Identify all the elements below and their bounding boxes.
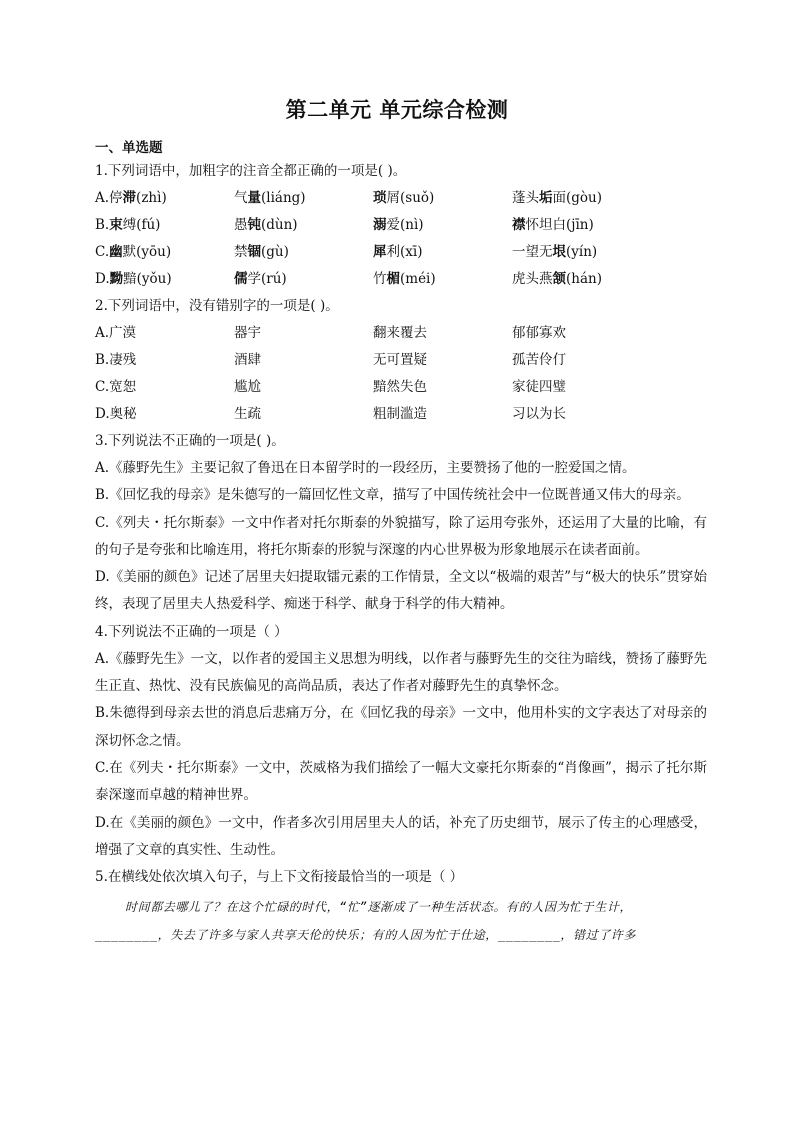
q1-option-cell — [373, 239, 512, 266]
q1-option-cell — [512, 185, 702, 212]
bold-character: 犀 — [373, 244, 387, 260]
bold-character: 颔 — [552, 271, 566, 287]
section-heading: 一、单选题 — [95, 140, 163, 156]
bold-character: 钝 — [247, 217, 261, 233]
q1-option-cell — [234, 185, 373, 212]
q2-option-cell: 黯然失色 — [373, 379, 427, 395]
word-suffix: 学(rú) — [247, 271, 287, 287]
bold-character: 楣 — [386, 271, 400, 287]
q2-option-cell: 生疏 — [234, 406, 261, 422]
q1-option-row — [95, 212, 707, 239]
bold-character: 黝 — [109, 271, 124, 287]
question-1-stem: 1.下列词语中，加粗字的注音全都正确的一项是( )。 — [95, 163, 407, 179]
q1-option-cell — [95, 212, 234, 239]
question-3-option-c: C.《列夫・托尔斯泰》一文中作者对托尔斯泰的外貌描写，除了运用夸张外，还运用了大量的比喻，有的句子是夸张和比喻连用，将托尔斯泰的形貌与深邃的内心世界极为形象地展示在读者面前。 — [95, 514, 707, 558]
q1-option-cell — [373, 212, 512, 239]
question-4-option-c: C.在《列夫・托尔斯泰》一文中，茨威格为我们描绘了一幅大文豪托尔斯泰的“肖像画”，揭示了托尔斯泰深邃而卓越的精神世界。 — [95, 759, 707, 804]
word-suffix: 屑(suǒ) — [386, 190, 435, 206]
bold-character: 儒 — [234, 271, 248, 287]
bold-character: 锢 — [247, 244, 261, 260]
q1-option-cell — [512, 239, 702, 266]
q1-option-cell — [234, 212, 373, 239]
question-2-options — [95, 320, 707, 428]
word-suffix: 怀坦白(jīn) — [525, 217, 594, 233]
q1-option-cell — [373, 266, 512, 293]
q1-option-row — [95, 266, 707, 293]
question-4-option-d: D.在《美丽的颜色》一文中，作者多次引用居里夫人的话，补充了历史细节，展示了传主的心理感受，增强了文章的真实性、生动性。 — [95, 814, 707, 858]
q2-option-row — [95, 320, 707, 347]
question-3-option-a: A.《藤野先生》主要记叙了鲁迅在日本留学时的一段经历，主要赞扬了他的一腔爱国之情。 — [95, 460, 636, 476]
q1-option-cell — [234, 239, 373, 266]
exam-content — [95, 138, 707, 949]
word-prefix: D. — [95, 271, 110, 287]
q2-option-cell: 无可置疑 — [373, 352, 427, 368]
word-suffix: 黯(yǒu) — [123, 271, 172, 287]
word-prefix: C. — [95, 244, 110, 260]
word-suffix: 爱(nì) — [386, 217, 424, 233]
bold-character: 滞 — [122, 190, 137, 206]
word-suffix: (liáng) — [261, 190, 306, 206]
bold-character: 襟 — [512, 217, 526, 233]
word-prefix: 气 — [234, 190, 248, 206]
question-3-stem: 3.下列说法不正确的一项是( )。 — [95, 433, 285, 449]
word-prefix: 禁 — [234, 244, 248, 260]
q2-option-row — [95, 347, 707, 374]
word-prefix: 愚 — [234, 217, 248, 233]
word-suffix: 默(yōu) — [122, 244, 172, 260]
word-suffix: 利(xī) — [386, 244, 423, 260]
question-1-options — [95, 185, 707, 293]
q2-option-cell: 酒肆 — [234, 352, 261, 368]
q2-option-cell: B.凄残 — [95, 352, 137, 368]
question-4-option-a: A.《藤野先生》一文，以作者的爱国主义思想为明线，以作者与藤野先生的交往为暗线，赞扬了藤野先生正直、热忱、没有民族偏见的高尚品质，表达了作者对藤野先生的真挚怀念。 — [95, 650, 707, 695]
q1-option-row — [95, 239, 707, 266]
word-prefix: 蓬头 — [512, 190, 539, 206]
q2-option-cell: 郁郁寡欢 — [512, 325, 566, 341]
question-3-option-d: D.《美丽的颜色》记述了居里夫妇提取镭元素的工作情景，全文以“极端的艰苦”与“极大的快乐”贯穿始终，表现了居里夫人热爱科学、痴迷于科学、献身于科学的伟大精神。 — [95, 569, 707, 613]
word-suffix: (hán) — [566, 271, 602, 287]
q2-option-cell: 习以为长 — [512, 406, 566, 422]
word-suffix: (dùn) — [261, 217, 298, 233]
bold-character: 垢 — [539, 190, 553, 206]
q2-option-cell: 孤苦伶仃 — [512, 352, 566, 368]
word-suffix: (gù) — [261, 244, 289, 260]
q1-option-cell — [95, 266, 234, 293]
q1-option-cell — [95, 239, 234, 266]
word-prefix: 一望无 — [512, 244, 553, 260]
question-4-option-b: B.朱德得到母亲去世的消息后悲痛万分，在《回忆我的母亲》一文中，他用朴实的文字表达了对母亲的深切怀念之情。 — [95, 705, 707, 749]
bold-character: 溺 — [373, 217, 387, 233]
q2-option-cell: 家徒四璧 — [512, 379, 566, 395]
q2-option-cell: 粗制滥造 — [373, 406, 427, 422]
word-suffix: 面(gòu) — [552, 190, 602, 206]
word-prefix: A.停 — [95, 190, 123, 206]
bold-character: 琐 — [373, 190, 387, 206]
word-suffix: (yín) — [566, 244, 598, 260]
q2-option-cell: 翻来覆去 — [373, 325, 427, 341]
bold-character: 量 — [247, 190, 261, 206]
question-5-passage: 时间都去哪儿了？在这个忙碌的时代，“忙”逐渐成了一种生活状态。有的人因为忙于生计，________，失去了许多与家人共享天伦的快乐；有的人因为忙于仕途，________，错过了许多 — [95, 900, 636, 943]
bold-character: 束 — [109, 217, 123, 233]
word-prefix: 竹 — [373, 271, 387, 287]
q2-option-row — [95, 401, 707, 428]
word-prefix: B. — [95, 217, 110, 233]
q2-option-cell: A.广漠 — [95, 325, 137, 341]
question-4-stem: 4.下列说法不正确的一项是（ ） — [95, 623, 288, 640]
bold-character: 幽 — [109, 244, 123, 260]
word-prefix: 虎头燕 — [512, 271, 553, 287]
q1-option-cell — [234, 266, 373, 293]
word-suffix: 缚(fú) — [122, 217, 161, 233]
q1-option-cell — [512, 266, 702, 293]
question-5-stem: 5.在横线处依次填入句子，与上下文衔接最恰当的一项是（ ） — [95, 869, 464, 886]
q1-option-cell — [512, 212, 702, 239]
question-2-stem: 2.下列词语中，没有错别字的一项是( )。 — [95, 298, 339, 314]
page-title: 第二单元 单元综合检测 — [285, 97, 509, 122]
q1-option-cell — [373, 185, 512, 212]
question-3-option-b: B.《回忆我的母亲》是朱德写的一篇回忆性文章，描写了中国传统社会中一位既普通又伟大的母亲。 — [95, 487, 690, 504]
q1-option-row — [95, 185, 707, 212]
q2-option-row — [95, 374, 707, 401]
word-suffix: (méi) — [400, 271, 436, 287]
bold-character: 垠 — [552, 244, 566, 260]
q2-option-cell: C.宽恕 — [95, 379, 137, 395]
q2-option-cell: 器宇 — [234, 325, 261, 341]
q1-option-cell — [95, 185, 234, 212]
word-suffix: (zhì) — [136, 190, 167, 206]
q2-option-cell: D.奥秘 — [95, 406, 137, 422]
q2-option-cell: 尴尬 — [234, 379, 261, 395]
